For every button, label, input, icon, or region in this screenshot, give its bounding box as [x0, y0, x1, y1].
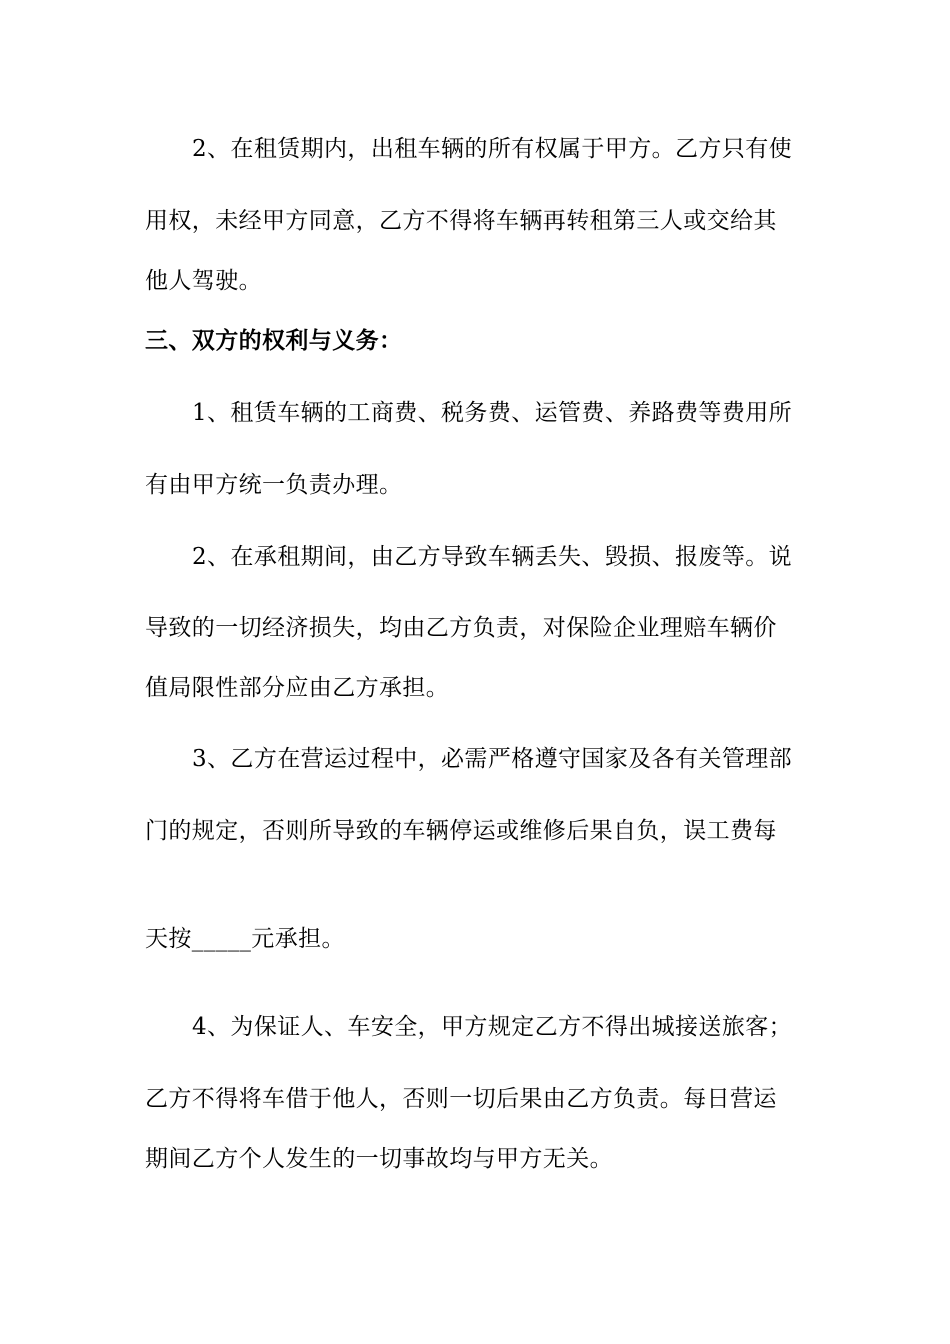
text-line: 值局限性部分应由乙方承担。	[145, 675, 450, 701]
text-line: 用权，未经甲方同意，乙方不得将车辆再转租第三人或交给其	[145, 208, 777, 234]
text-line: 期间乙方个人发生的一切事故均与甲方无关。	[145, 1146, 613, 1172]
text-line: 导致的一切经济损失，均由乙方负责，对保险企业理赔车辆价	[145, 615, 777, 641]
text-line: 门的规定，否则所导致的车辆停运或维修后果自负，误工费每	[145, 818, 777, 844]
text-line: 2、在承租期间，由乙方导致车辆丢失、毁损、报废等。说	[192, 544, 793, 570]
text-line: 有由甲方统一负责办理。	[145, 472, 403, 498]
text-line: 3、乙方在营运过程中，必需严格遵守国家及各有关管理部	[192, 746, 793, 772]
section-heading: 三、双方的权利与义务：	[145, 327, 403, 354]
text-line: 2、在租赁期内，出租车辆的所有权属于甲方。乙方只有使	[192, 136, 793, 162]
text-line: 乙方不得将车借于他人，否则一切后果由乙方负责。每日营运	[145, 1086, 777, 1112]
text-line: 他人驾驶。	[145, 268, 262, 294]
text-line: 天按_____元承担。	[145, 926, 345, 952]
text-line: 4、为保证人、车安全，甲方规定乙方不得出城接送旅客；	[192, 1014, 793, 1040]
text-line: 1、租赁车辆的工商费、税务费、运管费、养路费等费用所	[192, 400, 793, 426]
